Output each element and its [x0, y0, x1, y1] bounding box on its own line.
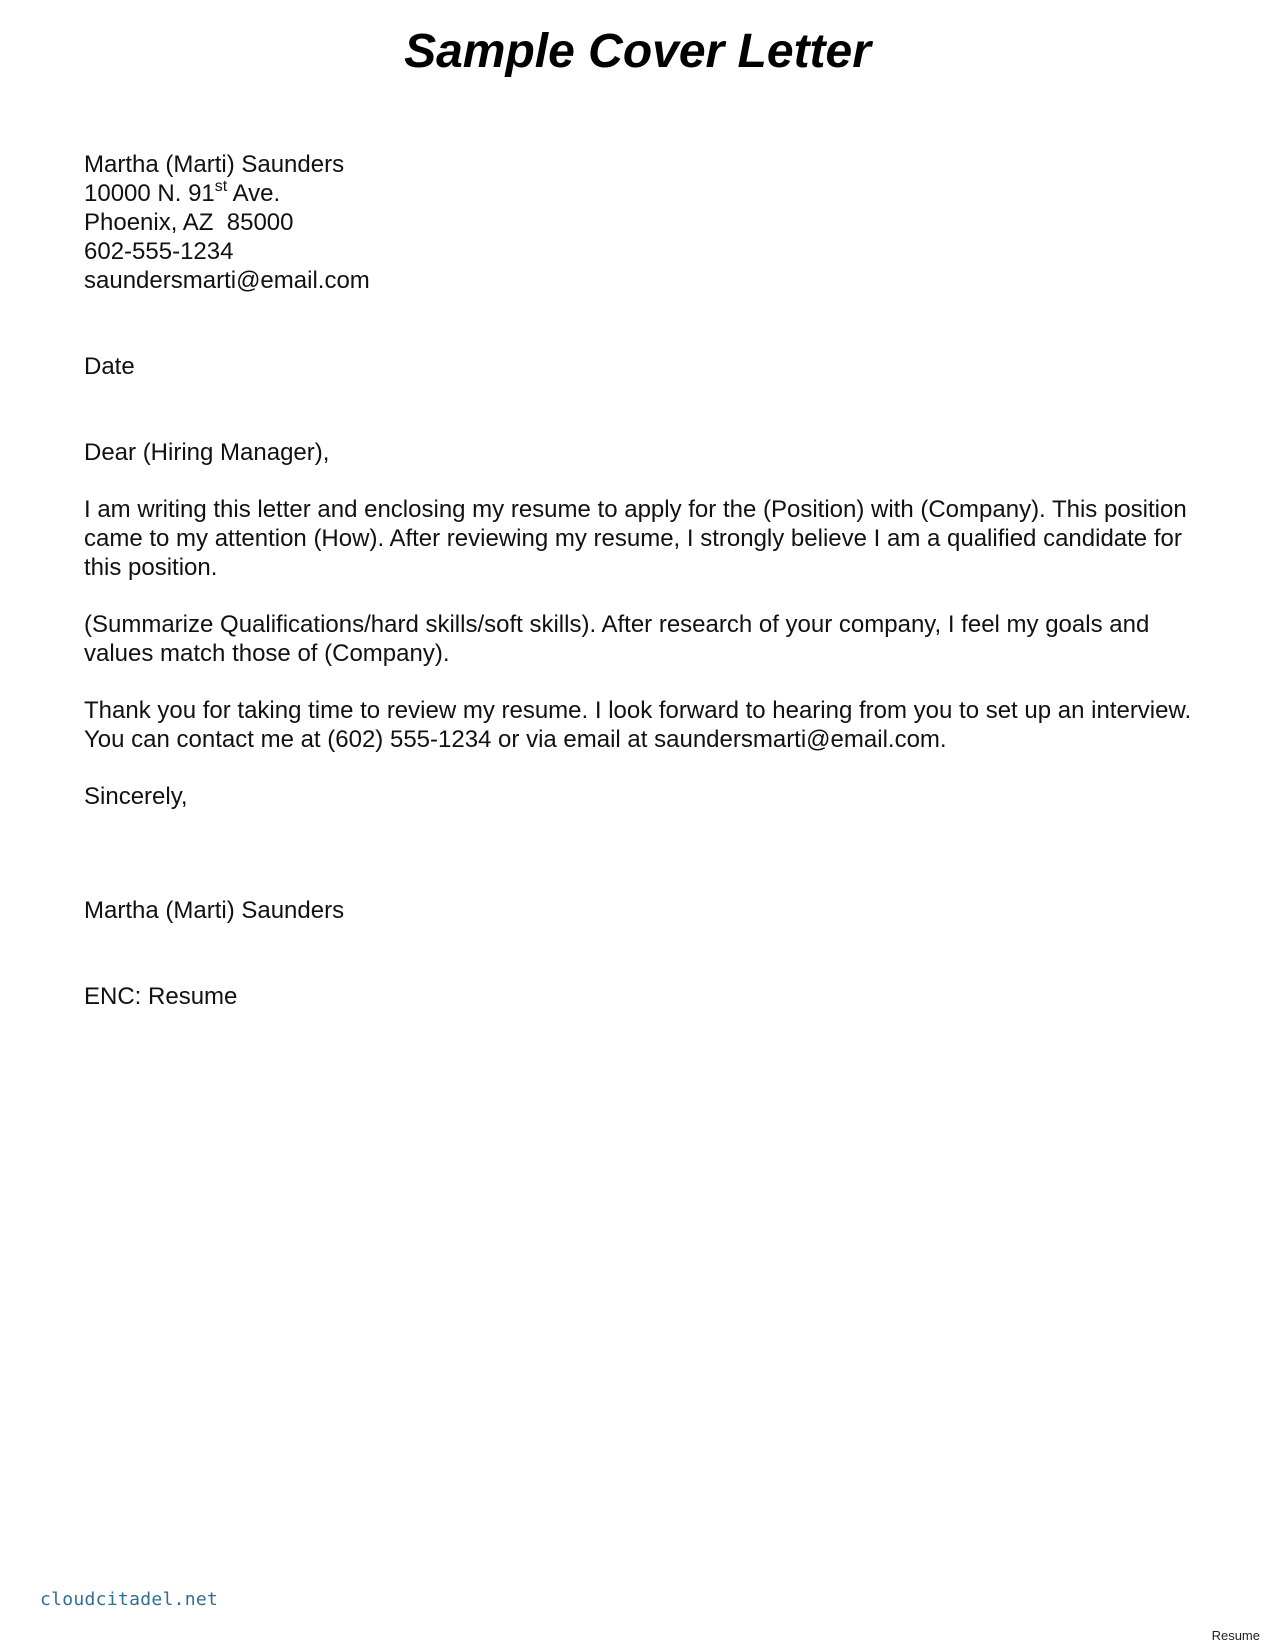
sender-city-state-zip: Phoenix, AZ 85000 — [84, 209, 294, 236]
sender-address-ordinal: st — [214, 178, 228, 195]
footer-note: Resume — [1211, 1628, 1260, 1643]
body-paragraph-intro — [84, 495, 1204, 582]
sender-block — [84, 150, 1204, 295]
sender-phone: 602-555-1234 — [84, 238, 234, 265]
body-paragraph-intro-text: I am writing this letter and enclosing my resume to apply for the (Position) with (Company). This position came to my attention (How). After reviewing my resume, I strongly believe I am a qualified candidate for this position. — [84, 496, 1187, 581]
enclosure-note: ENC: Resume — [84, 983, 238, 1010]
sender-address-type: Ave. — [227, 180, 281, 207]
sender-email: saundersmarti@email.com — [84, 267, 370, 294]
body-paragraph-closing — [84, 696, 1204, 754]
sender-address — [84, 179, 1204, 208]
salutation: Dear (Hiring Manager), — [84, 439, 330, 466]
body-paragraph-qualifications-text: (Summarize Qualifications/hard skills/soft skills). After research of your company, I feel my goals and values match those of (Company). — [84, 611, 1150, 667]
sender-address-street: 10000 N. 91 — [84, 180, 215, 207]
letter-date: Date — [84, 353, 135, 380]
page-title: Sample Cover Letter — [404, 25, 871, 78]
body-paragraph-qualifications — [84, 610, 1204, 668]
signature-name: Martha (Marti) Saunders — [84, 897, 345, 924]
body-paragraph-closing-text: Thank you for taking time to review my resume. I look forward to hearing from you to set up an interview. You can contact me at (602) 555-1234 or via email at saundersmarti@email.com. — [84, 697, 1205, 753]
sender-name: Martha (Marti) Saunders — [84, 151, 345, 178]
complimentary-close: Sincerely, — [84, 783, 188, 810]
watermark: cloudcitadel.net — [40, 1589, 219, 1610]
